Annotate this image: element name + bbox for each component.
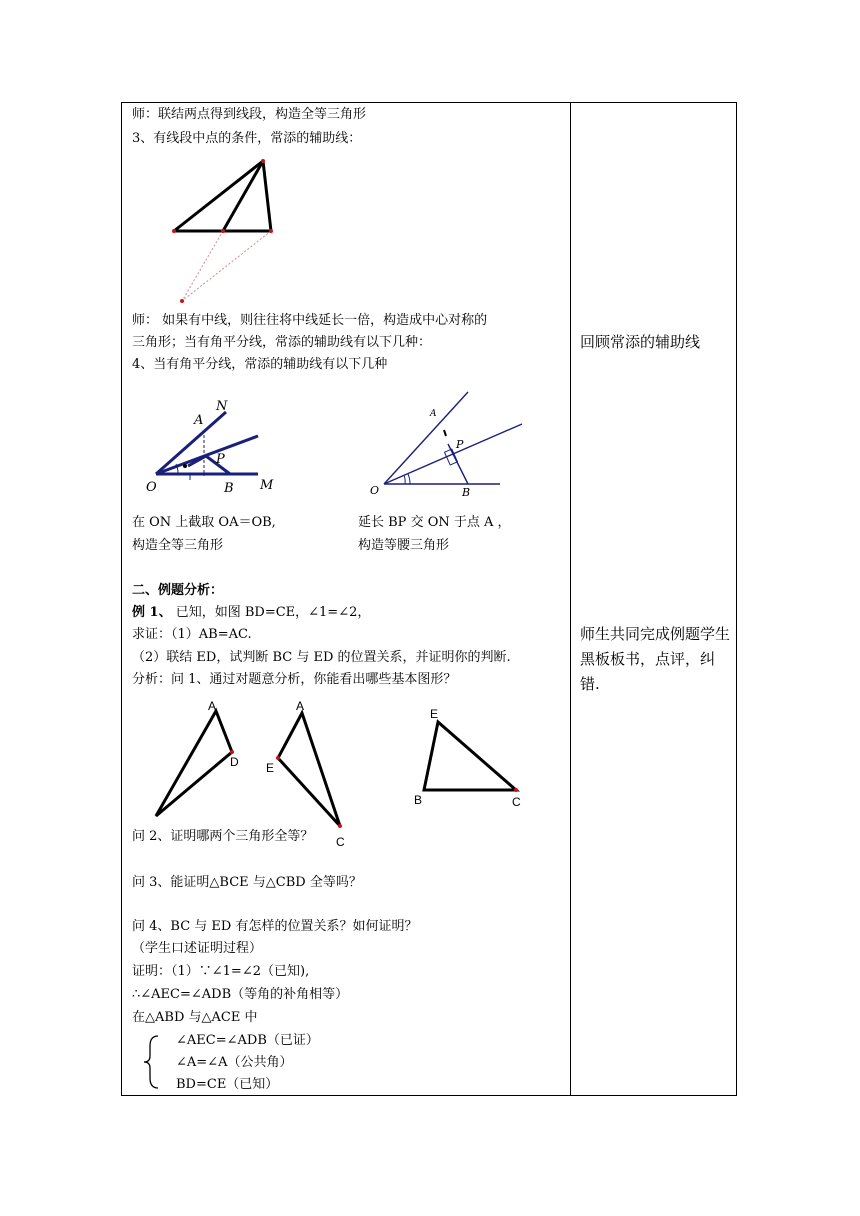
median-line-2: 三角形；当有角平分线，常添的辅助线有以下几种： bbox=[132, 335, 432, 350]
analysis-q1: 分析：问 1、通过对题意分析，你能看出哪些基本图形？ bbox=[132, 672, 457, 687]
proof-line-3: 在△ABD 与△ACE 中 bbox=[132, 1010, 258, 1025]
prove-2: （2）联结 ED，试判断 BC 与 ED 的位置关系，并证明你的判断. bbox=[132, 650, 511, 665]
question-3: 问 3、能证明△BCE 与△CBD 全等吗？ bbox=[132, 875, 362, 890]
tri3-label-B: B bbox=[414, 793, 423, 807]
brace-line-3: BD=CE（已知） bbox=[176, 1077, 279, 1092]
teacher-connect-line: 师：联结两点得到线段，构造全等三角形 bbox=[132, 107, 367, 122]
student-oral: （学生口述证明过程） bbox=[132, 941, 263, 956]
median-line-1: 师： 如果有中线，则往往将中线延长一倍，构造成中心对称的 bbox=[132, 313, 488, 328]
tri2-label-C: C bbox=[336, 835, 345, 849]
caption-right-1: 延长 BP 交 ON 于点 A ， bbox=[358, 515, 511, 530]
label-P: P bbox=[216, 452, 225, 467]
proof-line-1: 证明：（1）∵∠1=∠2（已知), bbox=[132, 964, 310, 979]
note-example: 师生共同完成例题学生黑板板书，点评，纠错. bbox=[580, 625, 731, 693]
brace-line-1: ∠AEC=∠ADB（已证） bbox=[176, 1033, 319, 1048]
label-P-right: P bbox=[456, 438, 464, 451]
caption-left-2: 构造全等三角形 bbox=[132, 538, 224, 553]
tri3-label-E: E bbox=[430, 707, 439, 721]
prove-1: 求证：（1）AB=AC. bbox=[132, 627, 252, 642]
tri3-label-C: C bbox=[512, 795, 521, 809]
tri2-label-A: A bbox=[296, 699, 305, 713]
midpoint-heading: 3、有线段中点的条件，常添的辅助线： bbox=[132, 131, 362, 146]
column-divider bbox=[570, 102, 571, 1096]
example-text: 已知，如图 BD=CE，∠1=∠2， bbox=[171, 605, 371, 620]
example-triangle-3 bbox=[408, 704, 528, 810]
question-2: 问 2、证明哪两个三角形全等？ bbox=[132, 829, 314, 844]
tri2-label-E: E bbox=[266, 761, 275, 775]
tri1-label-A: A bbox=[208, 699, 217, 713]
example-label: 例 1、 bbox=[132, 605, 172, 620]
label-N: N bbox=[216, 399, 228, 414]
label-B-right: B bbox=[462, 486, 471, 499]
label-O: O bbox=[146, 480, 157, 495]
tri1-label-D: D bbox=[230, 755, 239, 769]
median-figure bbox=[160, 150, 290, 310]
section-title: 二、例题分析： bbox=[132, 583, 224, 598]
example-line bbox=[132, 604, 370, 622]
label-A: A bbox=[194, 413, 204, 428]
left-brace bbox=[142, 1034, 166, 1090]
brace-line-2: ∠A=∠A（公共角） bbox=[176, 1055, 293, 1070]
caption-left-1: 在 ON 上截取 OA＝OB, bbox=[132, 515, 276, 530]
caption-right-2: 构造等腰三角形 bbox=[358, 538, 450, 553]
label-B: B bbox=[224, 481, 234, 496]
bisector-heading: 4、当有角平分线，常添的辅助线有以下几种 bbox=[132, 357, 388, 372]
proof-line-2: ∴∠AEC=∠ADB（等角的补角相等） bbox=[132, 987, 349, 1002]
label-M: M bbox=[260, 478, 274, 493]
question-4: 问 4、BC 与 ED 有怎样的位置关系？如何证明？ bbox=[132, 919, 418, 934]
bisector-figure-right bbox=[360, 378, 530, 500]
label-A-right: A bbox=[430, 409, 437, 419]
bisector-figure-left bbox=[140, 392, 290, 500]
label-O-right: O bbox=[370, 484, 380, 497]
note-review: 回顾常添的辅助线 bbox=[580, 333, 701, 351]
